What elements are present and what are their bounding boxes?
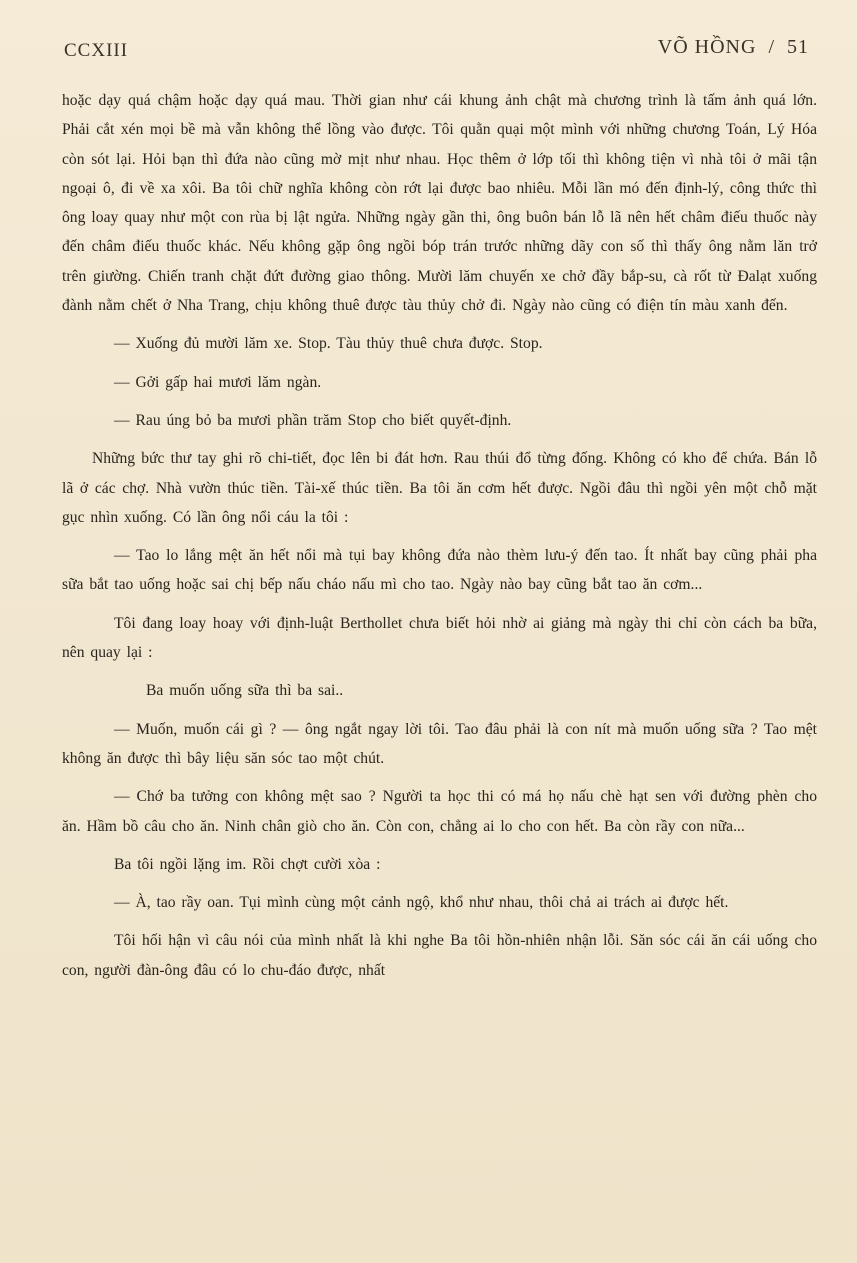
paragraph: Ba tôi ngồi lặng im. Rồi chợt cười xòa :	[114, 855, 381, 873]
running-head	[658, 36, 809, 59]
dialogue-line: — Xuống đủ mười lăm xe. Stop. Tàu thủy thuê chưa được. Stop.	[114, 335, 543, 353]
dialogue-line: — Muốn, muốn cái gì ? — ông ngắt ngay lời tôi. Tao đâu phải là con nít mà muốn uống sữa ? Tao mệt không ăn được thì bây liệu săn sóc tao một chút.	[62, 720, 817, 767]
page-body	[62, 86, 817, 985]
author-name: VÕ HỒNG	[657, 36, 757, 58]
paragraph: Tôi hối hận vì câu nói của mình nhất là khi nghe Ba tôi hồn-nhiên nhận lỗi. Săn sóc cái ăn cái uống cho con, người đàn-ông đâu có lo chu-đáo được, nhất	[62, 932, 817, 979]
dialogue-line: — Chớ ba tưởng con không mệt sao ? Người ta học thi có má họ nấu chè hạt sen với đường phèn cho ăn. Hầm bồ câu cho ăn. Ninh chân giò cho ăn. Còn con, chẳng ai lo cho con hết. Ba còn rầy con nữa...	[62, 788, 817, 835]
paragraph: Những bức thư tay ghi rõ chi-tiết, đọc lên bi đát hơn. Rau thúi đổ từng đống. Không có kho để chứa. Bán lỗ lã ở các chợ. Nhà vườn thúc tiền. Tài-xế thúc tiền. Ba tôi ăn cơm hết được. Ngồi đâu thì ngồi yên một chỗ mặt gục nhìn xuống. Có lần ông nổi cáu la tôi :	[62, 450, 817, 526]
dialogue-line: — Rau úng bỏ ba mươi phần trăm Stop cho biết quyết-định.	[114, 411, 512, 429]
paragraph: hoặc dạy quá chậm hoặc dạy quá mau. Thời gian như cái khung ảnh chật mà chương trình là tấm ảnh quá lớn. Phải cắt xén mọi bề mà vẫn không thể lồng vào được. Tôi quằn quại một mình với những chương Toán, Lý Hóa còn sót lại. Hỏi bạn thì đứa nào cũng mờ mịt như nhau. Học thêm ở lớp tối thì không tiện vì nhà tôi ở mãi tận ngoại ô, đi về xa xôi. Ba tôi chữ nghĩa không còn rớt lại được bao nhiêu. Mỗi lần mó đến định-lý, công thức thì ông loay quay như một con rùa bị lật ngửa. Những ngày gần thi, ông buôn bán lỗ lã nên hết châm điếu thuốc này đến châm điếu thuốc khác. Nếu không gặp ông ngồi bóp trán trước những dãy con số thì thấy ông nằm lăn trở trên giường. Chiến tranh chặt đứt đường giao thông. Mười lăm chuyến xe chở đầy bắp-su, cà rốt từ Đalạt xuống đành nằm chết ở Nha Trang, chịu không thuê được tàu thủy chở đi. Ngày nào cũng có điện tín màu xanh đến.	[62, 92, 817, 315]
dialogue-line: — Gởi gấp hai mươi lăm ngàn.	[114, 373, 322, 391]
paragraph: Ba muốn uống sữa thì ba sai..	[146, 682, 344, 700]
paragraph: Tôi đang loay hoay với định-luật Berthollet chưa biết hỏi nhờ ai giảng mà ngày thi chỉ còn cách ba bữa, nên quay lại :	[62, 614, 817, 662]
dialogue-line: — À, tao rầy oan. Tụi mình cùng một cảnh ngộ, khổ như nhau, thôi chả ai trách ai được hết.	[114, 894, 729, 912]
header-separator: /	[768, 36, 775, 58]
page-header	[64, 36, 809, 66]
page-number: 51	[787, 36, 809, 58]
chapter-number: CCXIII	[64, 40, 129, 61]
dialogue-line: — Tao lo lắng mệt ăn hết nổi mà tụi bay không đứa nào thèm lưu-ý đến tao. Ít nhất bay cũng phải pha sữa bắt tao uống hoặc sai chị bếp nấu cháo nấu mì cho tao. Ngày nào bay cũng bắt tao ăn cơm...	[62, 547, 817, 594]
